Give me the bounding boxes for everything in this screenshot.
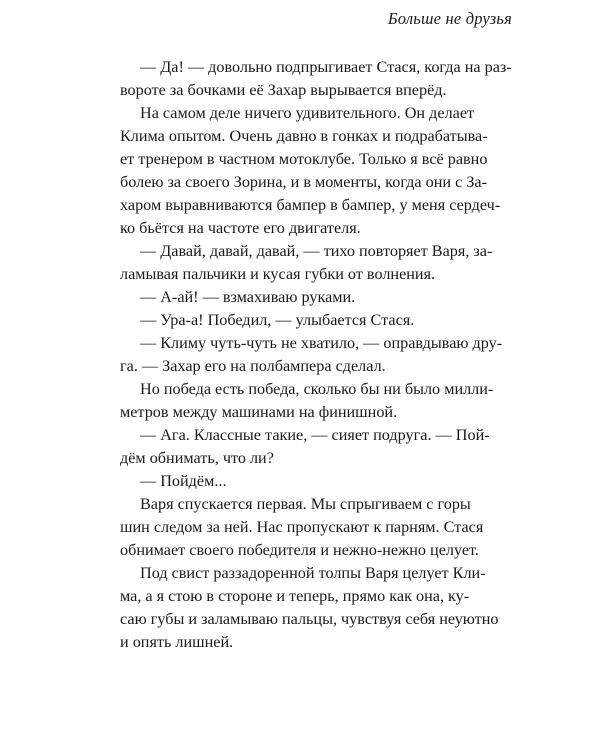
text-line: вороте за бочками её Захар вырывается вперёд. xyxy=(120,81,447,99)
text-line: — Ага. Классные такие, — сияет подруга. — Пой- xyxy=(140,426,490,444)
text-line: ет тренером в частном мотоклубе. Только я всё равно xyxy=(120,150,488,168)
text-line: — Ура-а! Победил, — улыбается Стася. xyxy=(140,311,415,329)
body-text xyxy=(120,56,512,654)
text-line: Варя спускается первая. Мы спрыгиваем с горы xyxy=(140,495,471,513)
text-line: Но победа есть победа, сколько бы ни было милли- xyxy=(140,380,494,398)
text-line: — Да! — довольно подпрыгивает Стася, когда на раз- xyxy=(140,58,512,76)
text-line: — Пойдём... xyxy=(140,472,227,490)
text-line: харом выравниваются бампер в бампер, у меня сердеч- xyxy=(120,196,501,214)
text-line: обнимает своего победителя и нежно-нежно целует. xyxy=(120,541,479,559)
text-line: — Климу чуть-чуть не хватило, — оправдываю дру- xyxy=(140,334,503,352)
running-header: Больше не друзья xyxy=(387,9,512,28)
text-line: ма, а я стою в стороне и теперь, прямо как она, ку- xyxy=(120,587,470,605)
text-line: шин следом за ней. Нас пропускают к парням. Стася xyxy=(120,518,484,536)
text-line: ко бьётся на частоте его двигателя. xyxy=(120,219,361,237)
text-line: метров между машинами на финишной. xyxy=(120,403,398,421)
text-line: га. — Захар его на полбампера сделал. xyxy=(120,357,386,375)
text-line: — Давай, давай, давай, — тихо повторяет Варя, за- xyxy=(140,242,493,260)
text-line: Под свист раззадоренной толпы Варя целует Кли- xyxy=(140,564,486,582)
text-line: саю губы и заламываю пальцы, чувствуя себя неуютно xyxy=(120,610,499,628)
text-line: ламывая пальчики и кусая губки от волнения. xyxy=(120,265,436,283)
text-line: дём обнимать, что ли? xyxy=(120,449,274,467)
text-line: и опять лишней. xyxy=(120,633,234,651)
text-line: Клима опытом. Очень давно в гонках и подрабатыва- xyxy=(120,127,488,145)
text-line: — А-ай! — взмахиваю руками. xyxy=(140,288,356,306)
text-line: На самом деле ничего удивительного. Он делает xyxy=(140,104,475,122)
text-line: болею за своего Зорина, и в моменты, когда они с За- xyxy=(120,173,487,191)
